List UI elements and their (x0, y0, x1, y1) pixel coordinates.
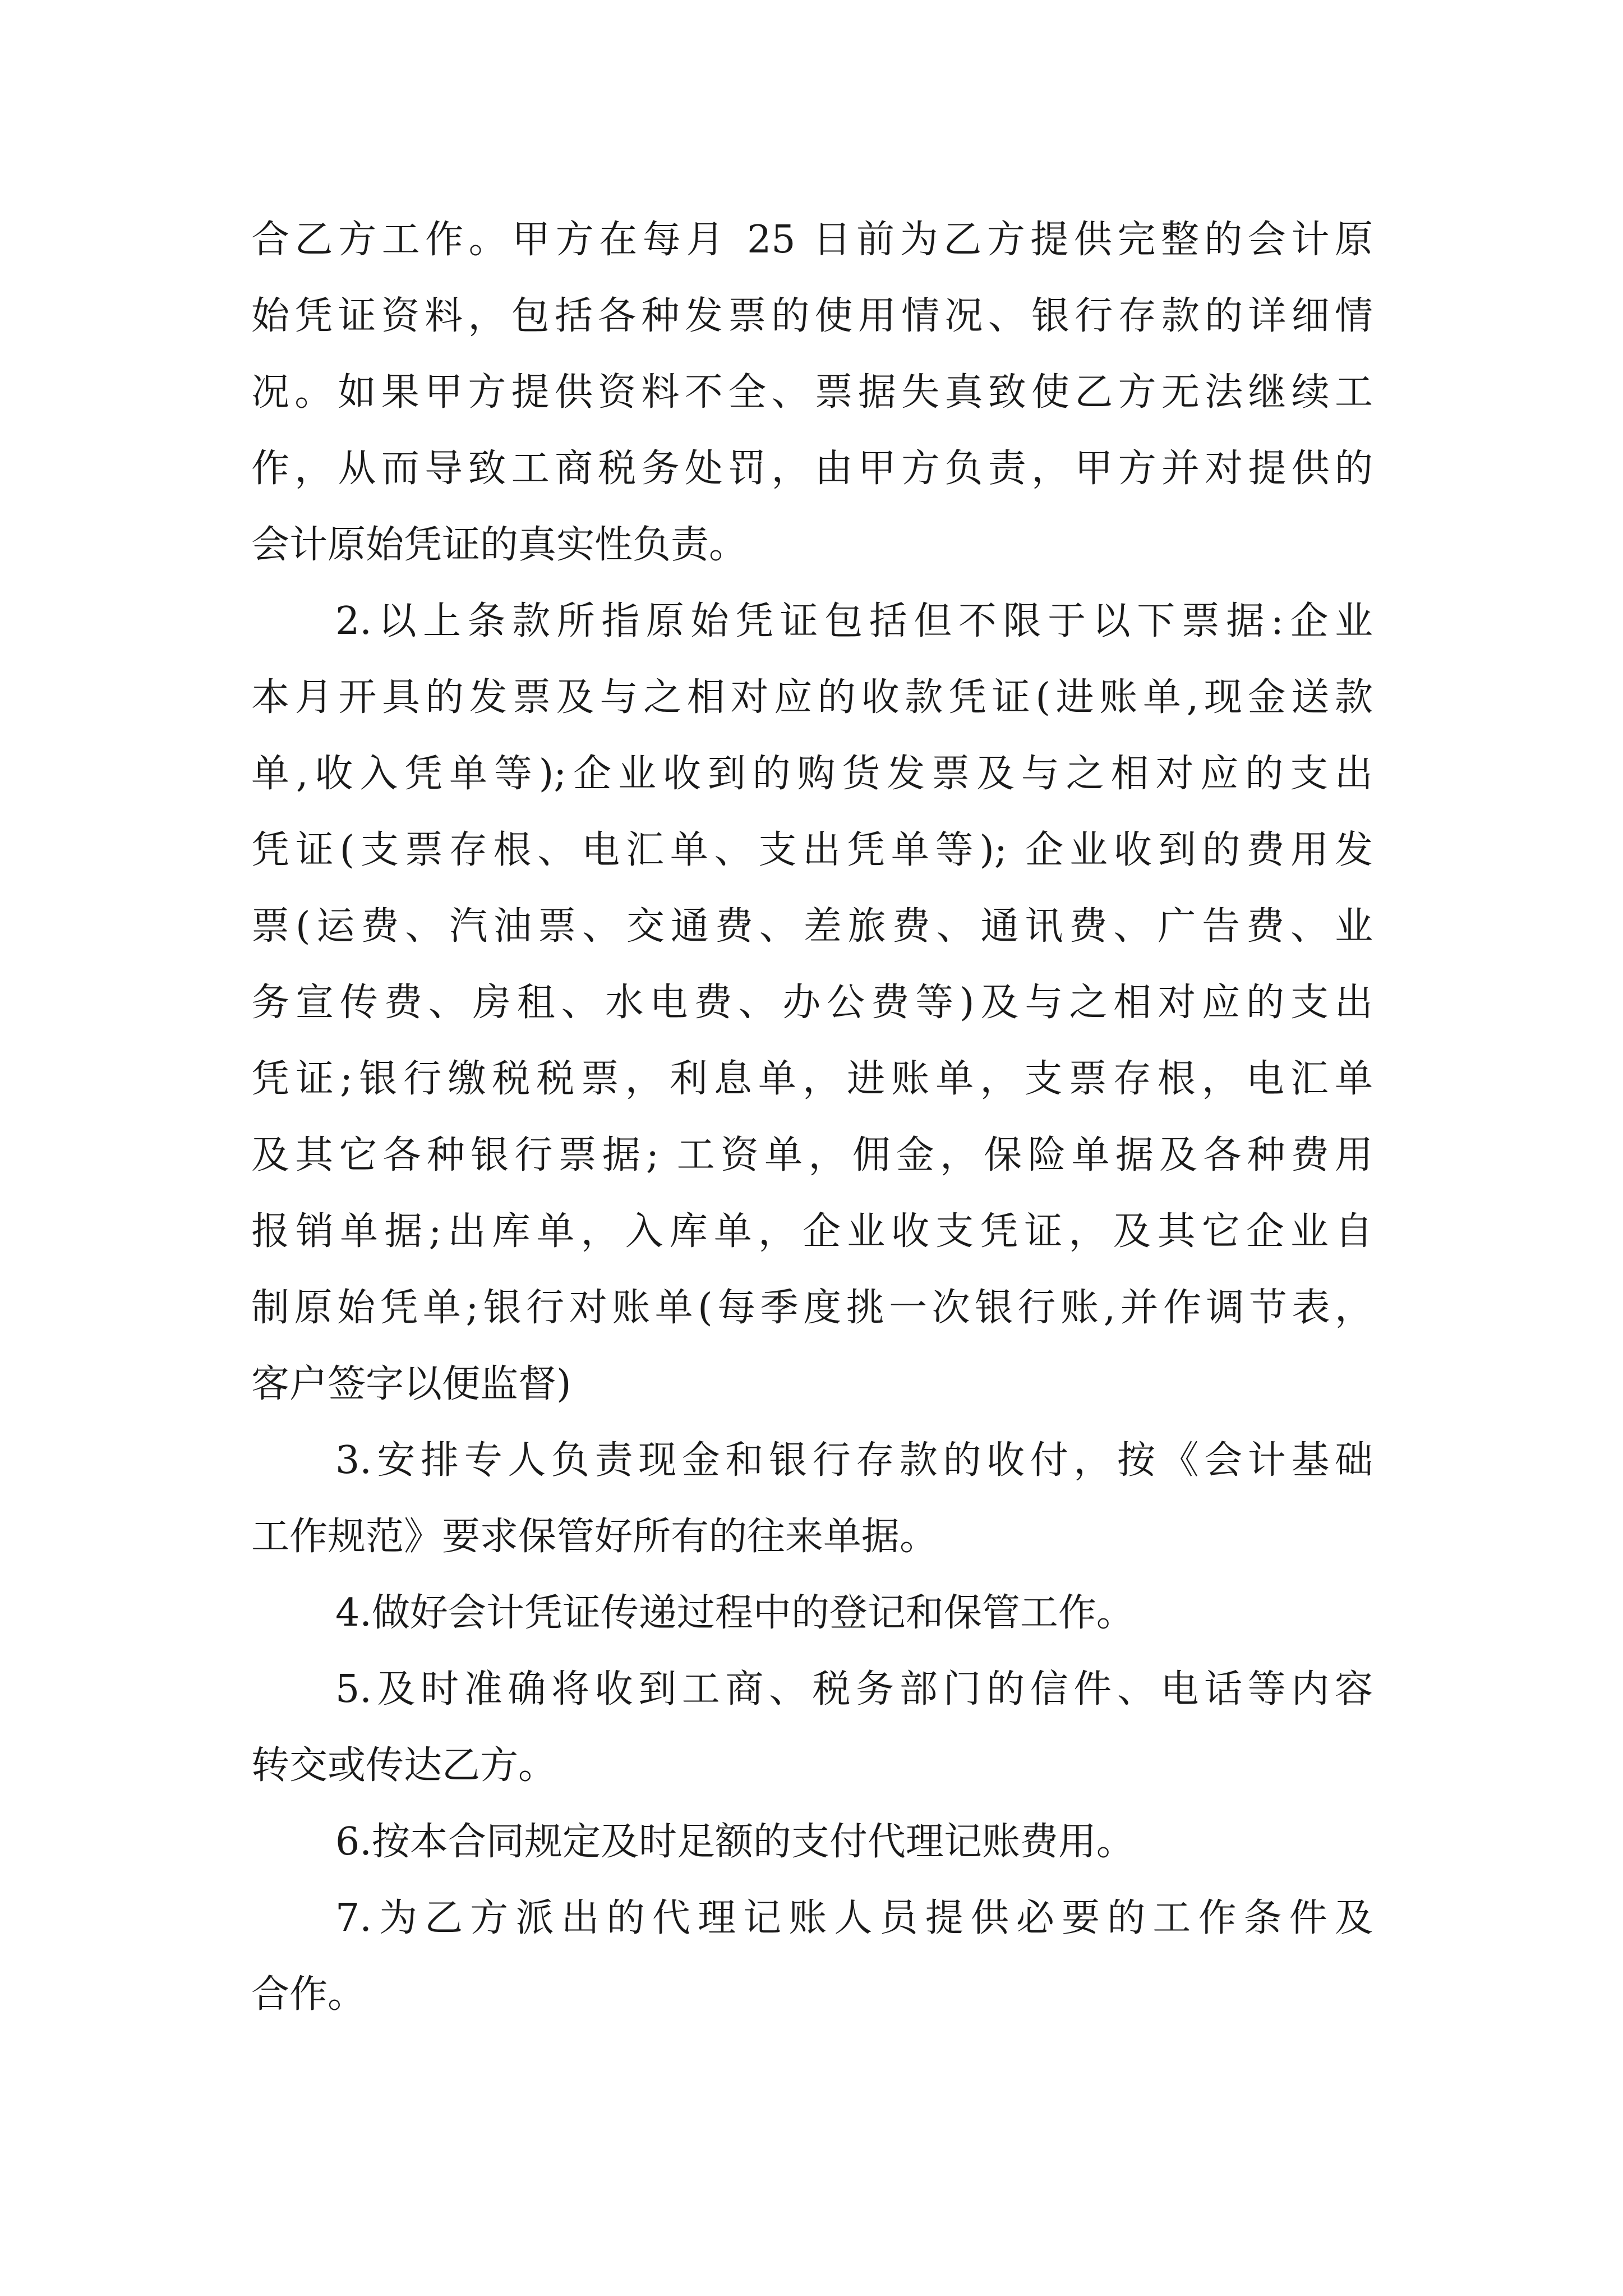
text-line: 工作规范》要求保管好所有的往来单据。 (251, 1515, 938, 1559)
document-body (251, 202, 1373, 2033)
text-line: 及其它各种银行票据; 工资单，佣金，保险单据及各种费用 (251, 1133, 1373, 1177)
text-line: 报销单据;出库单，入库单，企业收支凭证，及其它企业自 (251, 1209, 1373, 1254)
text-line: 制原始凭单;银行对账单(每季度挑一次银行账,并作调节表， (251, 1286, 1373, 1330)
text-line: 客户签字以便监督) (251, 1362, 571, 1406)
text-line: 况。如果甲方提供资料不全、票据失真致使乙方无法继续工 (251, 370, 1373, 415)
clause-7-line: 7.为乙方派出的代理记账人员提供必要的工作条件及 (335, 1896, 1373, 1940)
clause-5-line: 5.及时准确将收到工商、税务部门的信件、电话等内容 (335, 1667, 1373, 1711)
text-line: 合作。 (251, 1972, 366, 2017)
text-line: 转交或传达乙方。 (251, 1743, 557, 1788)
text-line: 会计原始凭证的真实性负责。 (251, 523, 748, 567)
text-line: 凭证(支票存根、电汇单、支出凭单等); 企业收到的费用发 (251, 828, 1373, 872)
text-line: 务宣传费、房租、水电费、办公费等)及与之相对应的支出 (251, 981, 1373, 1025)
text-line: 单,收入凭单等);企业收到的购货发票及与之相对应的支出 (251, 752, 1373, 796)
clause-4-line: 4.做好会计凭证传递过程中的登记和保管工作。 (335, 1591, 1135, 1635)
text-line: 合乙方工作。甲方在每月 25 日前为乙方提供完整的会计原 (251, 218, 1373, 262)
text-line: 始凭证资料，包括各种发票的使用情况、银行存款的详细情 (251, 294, 1373, 338)
text-line: 本月开具的发票及与之相对应的收款凭证(进账单,现金送款 (251, 675, 1373, 720)
clause-6-line: 6.按本合同规定及时足额的支付代理记账费用。 (335, 1820, 1135, 1864)
clause-3-line: 3.安排专人负责现金和银行存款的收付，按《会计基础 (335, 1438, 1373, 1483)
clause-2-line: 2.以上条款所指原始凭证包括但不限于以下票据:企业 (335, 599, 1373, 643)
text-line: 作，从而导致工商税务处罚，由甲方负责，甲方并对提供的 (251, 447, 1373, 491)
text-line: 票(运费、汽油票、交通费、差旅费、通讯费、广告费、业 (251, 904, 1373, 949)
text-line: 凭证;银行缴税税票，利息单，进账单，支票存根，电汇单 (251, 1057, 1373, 1101)
